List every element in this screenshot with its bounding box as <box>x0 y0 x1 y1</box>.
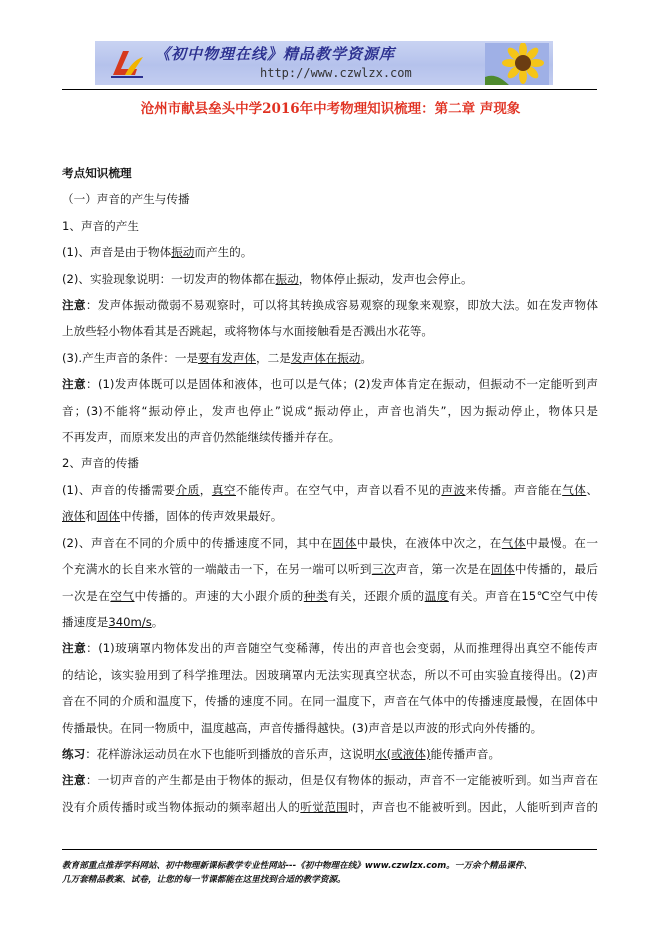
paragraph: (2)、实验现象说明：一切发声的物体都在振动，物体停止振动，发声也会停止。 <box>62 271 473 286</box>
note-paragraph: 注意：一切声音的产生都是由于物体的振动，但是仅有物体的振动，声音不一定能被听到。如当声音在 <box>62 773 598 788</box>
paragraph: (1)、声音是由于物体振动而产生的。 <box>62 245 253 260</box>
paragraph: (3).产生声音的条件：一是要有发声体，二是发声体在振动。 <box>62 350 373 365</box>
note-paragraph: 注意：(1)玻璃罩内物体发出的声音随空气变稀薄，传出的声音也会变弱，从而推理得出真空不能传声 <box>62 641 598 656</box>
paragraph: (2)、声音在不同的介质中的传播速度不同，其中在固体中最快，在液体中次之，在气体中最慢。在一 <box>62 535 598 550</box>
paragraph-cont: 液体和固体中传播，固体的传声效果最好。 <box>62 509 283 524</box>
section-heading: 考点知识梳理 <box>62 166 132 180</box>
paragraph: (1)、声音的传播需要介质，真空不能传声。在空气中，声音以看不见的声波来传播。声音能在气体、 <box>62 482 598 497</box>
site-logo-icon <box>109 45 145 81</box>
paragraph-cont: 个充满水的长自来水管的一端敲击一下，在另一端可以听到三次声音，第一次是在固体中传播的，最后 <box>62 562 598 577</box>
item-heading: 2、声音的传播 <box>62 456 139 471</box>
banner-title: 《初中物理在线》精品教学资源库 <box>155 45 396 63</box>
banner-url[interactable]: http://www.czwlzx.com <box>260 66 412 80</box>
paragraph-cont: 播速度是340m/s。 <box>62 614 164 629</box>
page-footer <box>62 859 598 887</box>
document-body <box>62 160 598 820</box>
note-paragraph-cont: 的结论，该实验用到了科学推理法。因玻璃罩内无法实现真空状态，所以不可由实验直接得出。(2)声 <box>62 667 598 682</box>
note-paragraph-cont: 音；(3)不能将“振动停止，发声也停止”说成“振动停止，声音也消失”，因为振动停止，物体只是 <box>62 403 598 418</box>
document-title: 沧州市献县垒头中学2016年中考物理知识梳理：第二章 声现象 <box>140 101 521 117</box>
sunflower-image <box>485 43 549 85</box>
note-paragraph-cont: 传播最快。在同一物质中，温度越高，声音传播得越快。(3)声音是以声波的形式向外传播的。 <box>62 720 543 735</box>
note-paragraph: 注意：发声体振动微弱不易观察时，可以将其转换成容易观察的现象来观察，即放大法。如在发声物体 <box>62 298 598 313</box>
footer-line: 教育部重点推荐学科网站、初中物理新课标教学专业性网站---《初中物理在线》www.czwlzx.com。一万余个精品课件、 <box>62 861 533 871</box>
note-paragraph-cont: 不再发声，而原来发出的声音仍然能继续传播并存在。 <box>62 430 341 445</box>
item-heading: 1、声音的产生 <box>62 218 139 233</box>
note-paragraph-cont: 没有介质传播时或当物体振动的频率超出人的听觉范围时，声音也不能被听到。因此，人能听到声音的 <box>62 799 598 814</box>
exercise-paragraph: 练习：花样游泳运动员在水下也能听到播放的音乐声，这说明水(或液体)能传播声音。 <box>62 746 501 761</box>
sub-heading: （一）声音的产生与传播 <box>62 192 190 207</box>
site-banner <box>95 41 553 85</box>
header-rule <box>62 89 597 90</box>
note-paragraph: 注意：(1)发声体既可以是固体和液体，也可以是气体；(2)发声体肯定在振动，但振动不一定能听到声 <box>62 377 598 392</box>
note-paragraph-cont: 音在不同的介质和温度下，传播的速度不同。在同一温度下，声音在气体中的传播速度最慢，在固体中 <box>62 694 598 709</box>
footer-rule <box>62 849 597 850</box>
note-paragraph-cont: 上放些轻小物体看其是否跳起，或将物体与水面接触看是否溅出水花等。 <box>62 324 434 339</box>
paragraph-cont: 一次是在空气中传播的。声速的大小跟介质的种类有关，还跟介质的温度有关。声音在15℃空气中传 <box>62 588 598 603</box>
footer-line: 几万套精品教案、试卷，让您的每一节课都能在这里找到合适的教学资源。 <box>62 875 346 885</box>
